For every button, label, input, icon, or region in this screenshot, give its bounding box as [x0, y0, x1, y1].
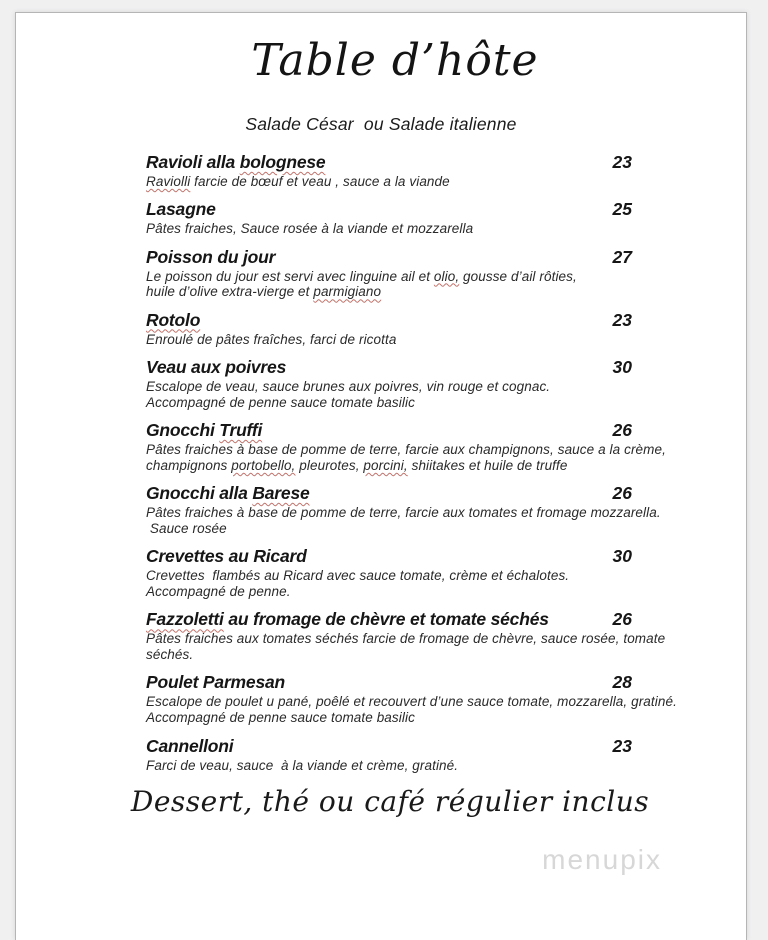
menu-item-head — [146, 419, 692, 442]
item-description-line: huile d’olive extra-vierge et parmigiano — [146, 284, 382, 300]
item-description — [146, 442, 692, 474]
item-description-line: Raviolli farcie de bœuf et veau , sauce a la viande — [146, 174, 450, 189]
item-description — [146, 269, 692, 301]
item-price: 26 — [612, 483, 632, 504]
menu-list — [146, 151, 692, 782]
item-price: 28 — [612, 672, 632, 693]
menu-item — [146, 356, 692, 411]
item-description-line: Enroulé de pâtes fraîches, farci de ricotta — [146, 331, 397, 347]
item-name: Crevettes au Ricard — [146, 546, 307, 567]
menu-item-head — [146, 151, 692, 174]
item-description-line: Farci de veau, sauce à la viande et crème, gratiné. — [146, 757, 459, 773]
menu-item-head — [146, 309, 692, 332]
menu-item — [146, 246, 692, 301]
menu-item-head — [146, 545, 692, 568]
menu-item-head — [146, 246, 692, 269]
menu-item — [146, 671, 692, 726]
item-name: Ravioli alla bolognese — [146, 152, 326, 172]
menu-item — [146, 198, 692, 237]
item-price: 26 — [612, 420, 632, 441]
item-description-line: Pâtes fraiches aux tomates séchés farcie de fromage de chèvre, sauce rosée, tomate séchés. — [146, 631, 670, 663]
item-description-line: Escalope de poulet u pané, poêlé et recouvert d’une sauce tomate, mozzarella, gratiné. — [146, 694, 677, 710]
item-name: Veau aux poivres — [146, 356, 287, 377]
item-price: 23 — [612, 152, 632, 172]
item-description — [146, 332, 692, 348]
item-price: 23 — [612, 735, 632, 756]
menu-page — [15, 12, 747, 940]
item-name: Poisson du jour — [146, 246, 276, 267]
item-name: Fazzoletti au fromage de chèvre et tomate séchés — [146, 609, 549, 630]
item-description-line: Pâtes fraiches à base de pomme de terre, farcie aux champignons, sauce a la crème, — [146, 442, 666, 458]
item-description-line: champignons portobello, pleurotes, porcini, shiitakes et huile de truffe — [146, 457, 568, 473]
item-name: Gnocchi alla Barese — [146, 483, 310, 504]
item-name: Gnocchi Truffi — [146, 420, 263, 441]
item-description — [146, 631, 692, 663]
item-description-line: Accompagné de penne sauce tomate basilic — [146, 394, 415, 410]
menu-item-head — [146, 735, 692, 758]
item-description — [146, 221, 692, 237]
menu-item — [146, 482, 692, 537]
item-description-line: Escalope de veau, sauce brunes aux poivres, vin rouge et cognac. — [146, 378, 551, 394]
menu-item — [146, 419, 692, 474]
menu-subtitle: Salade César ou Salade italienne — [245, 114, 517, 134]
menu-item-head — [146, 356, 692, 379]
item-description-line: Accompagné de penne sauce tomate basilic — [146, 710, 415, 726]
page-title: Table d’hôte — [251, 35, 539, 86]
item-price: 23 — [612, 309, 632, 330]
item-description-line: Accompagné de penne. — [146, 584, 291, 600]
watermark: menupix — [542, 844, 662, 875]
item-description-line: Pâtes fraiches à base de pomme de terre, farcie aux tomates et fromage mozzarella. — [146, 505, 661, 521]
item-name: Lasagne — [146, 199, 216, 220]
item-description — [146, 758, 692, 774]
item-description-line: Le poisson du jour est servi avec linguine ail et olio, gousse d’ail rôties, — [146, 268, 577, 284]
item-description-line: Sauce rosée — [146, 520, 227, 536]
item-description — [146, 505, 692, 537]
menu-item-head — [146, 482, 692, 505]
menu-item — [146, 608, 692, 663]
menu-item — [146, 309, 692, 348]
item-price: 27 — [612, 246, 632, 267]
item-description — [146, 379, 692, 411]
menu-item — [146, 545, 692, 600]
menu-item-head — [146, 608, 692, 631]
item-price: 26 — [612, 609, 632, 630]
item-description-line: Pâtes fraiches, Sauce rosée à la viande et mozzarella — [146, 221, 474, 237]
item-description — [146, 568, 692, 600]
menu-item — [146, 735, 692, 774]
item-description — [146, 694, 692, 726]
item-price: 30 — [612, 356, 632, 377]
menu-item — [146, 151, 692, 190]
item-price: 25 — [612, 199, 632, 220]
footer-note: Dessert, thé ou café régulier inclus — [130, 785, 650, 818]
item-price: 30 — [612, 546, 632, 567]
menu-item-head — [146, 198, 692, 221]
item-name: Poulet Parmesan — [146, 672, 285, 693]
item-name: Cannelloni — [146, 735, 234, 756]
item-description — [146, 174, 692, 190]
item-description-line: Crevettes flambés au Ricard avec sauce tomate, crème et échalotes. — [146, 568, 570, 584]
menu-item-head — [146, 671, 692, 694]
item-name: Rotolo — [146, 309, 201, 330]
